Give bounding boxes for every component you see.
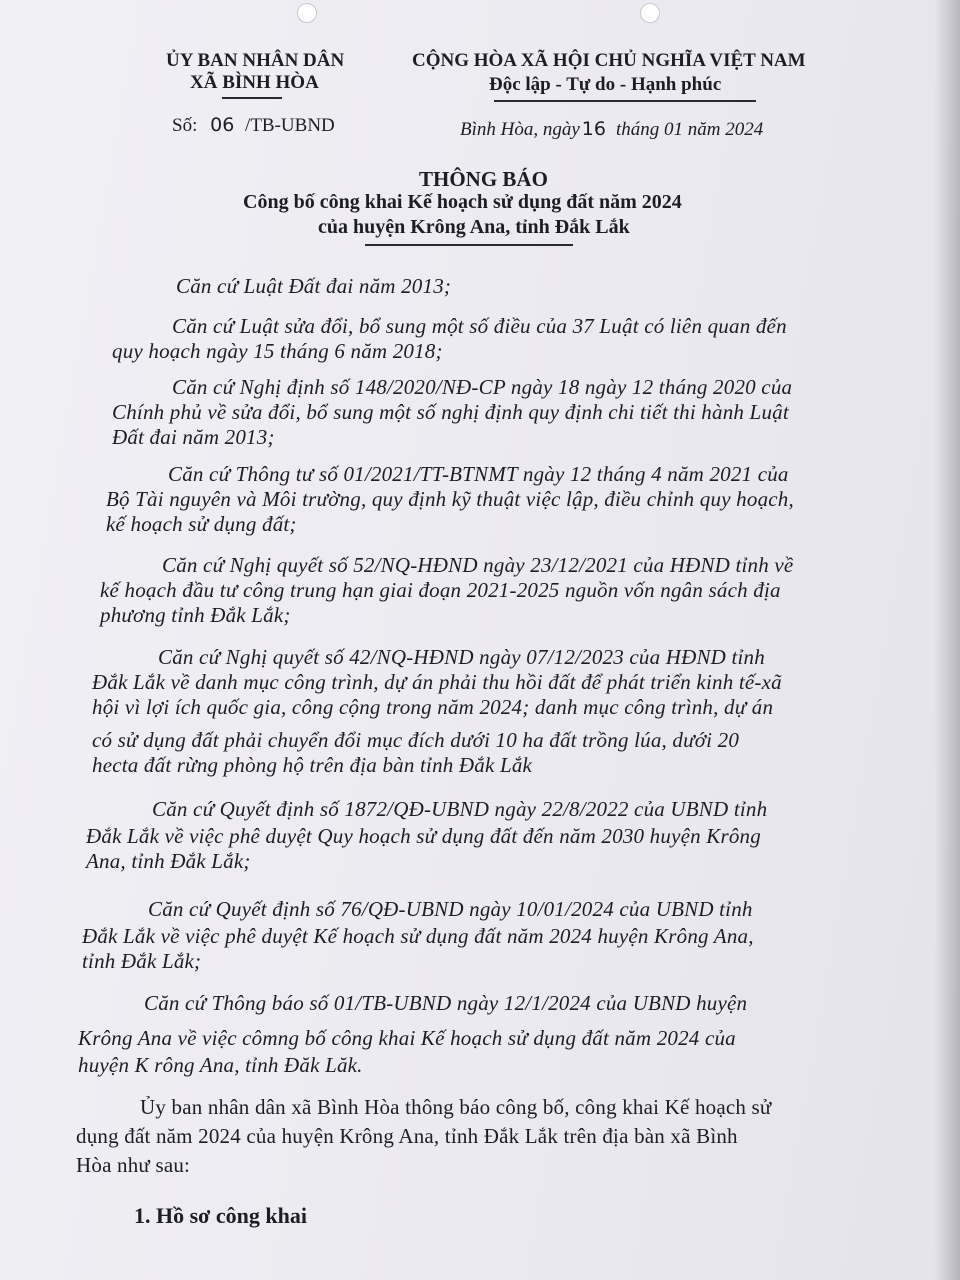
body-line: Căn cứ Luật Đất đai năm 2013; [176,274,452,298]
body-line: Căn cứ Nghị định số 148/2020/NĐ-CP ngày 18 ngày 12 tháng 2020 của [172,375,793,399]
body-line: hội vì lợi ích quốc gia, công cộng trong năm 2024; danh mục công trình, dự án [92,695,774,719]
closing-line: Hòa như sau: [76,1153,191,1177]
handwritten-day: 16 [581,118,606,140]
national-motto: Độc lập - Tự do - Hạnh phúc [489,74,722,95]
document-date: Bình Hòa, ngày 16 tháng 01 năm 2024 [460,118,764,140]
body-line: Bộ Tài nguyên và Môi trường, quy định kỹ thuật việc lập, điều chỉnh quy hoạch, [106,487,794,511]
body-line: tỉnh Đắk Lắk; [82,949,202,973]
punch-hole-2 [640,3,660,23]
body-line: Căn cứ Nghị quyết số 42/NQ-HĐND ngày 07/12/2023 của HĐND tỉnh [158,645,765,669]
body-line: Đắk Lắk về việc phê duyệt Quy hoạch sử dụng đất đến năm 2030 huyện Krông [86,824,761,848]
commune-name: XÃ BÌNH HÒA [190,72,319,93]
body-line: huyện K rông Ana, tỉnh Đăk Lăk. [78,1053,363,1077]
body-line: phương tỉnh Đắk Lắk; [100,603,291,627]
body-line: quy hoạch ngày 15 tháng 6 năm 2018; [112,339,443,363]
body-line: Căn cứ Nghị quyết số 52/NQ-HĐND ngày 23/12/2021 của HĐND tỉnh về [162,553,794,577]
notice-title: THÔNG BÁO [419,167,548,191]
closing-line: dụng đất năm 2024 của huyện Krông Ana, tỉnh Đắk Lắk trên địa bàn xã Bình [76,1124,738,1148]
body-line: hecta đất rừng phòng hộ trên địa bàn tỉnh Đắk Lắk [92,753,533,777]
notice-subject-line2: của huyện Krông Ana, tỉnh Đắk Lắk [318,216,630,238]
section-heading: 1. Hồ sơ công khai [134,1203,307,1228]
body-line: Đắk Lắk về việc phê duyệt Kế hoạch sử dụng đất năm 2024 huyện Krông Ana, [82,924,754,948]
agency-name: ỦY BAN NHÂN DÂN [166,50,345,71]
body-line: Căn cứ Quyết định số 1872/QĐ-UBND ngày 22/8/2022 của UBND tỉnh [152,797,768,821]
title-underline [365,244,573,246]
body-line: Ana, tỉnh Đắk Lắk; [86,849,251,873]
body-line: Căn cứ Luật sửa đổi, bổ sung một số điều của 37 Luật có liên quan đến [172,314,787,338]
body-line: có sử dụng đất phải chuyển đổi mục đích dưới 10 ha đất trồng lúa, dưới 20 [92,728,740,752]
body-line: Đắk Lắk về danh mục công trình, dự án phải thu hồi đất để phát triển kinh tế-xã [92,670,782,694]
motto-underline [494,100,756,102]
body-line: Căn cứ Quyết định số 76/QĐ-UBND ngày 10/01/2024 của UBND tỉnh [148,897,753,921]
body-line: kế hoạch sử dụng đất; [106,512,297,536]
body-line: Căn cứ Thông tư số 01/2021/TT-BTNMT ngày 12 tháng 4 năm 2021 của [168,462,789,486]
document-number: Số: 06 /TB-UBND [172,114,335,136]
page-edge-shadow [934,0,960,1280]
body-line: Chính phủ về sửa đổi, bổ sung một số nghị định quy định chi tiết thi hành Luật [112,400,789,424]
commune-underline [222,97,282,99]
handwritten-number: 06 [210,114,235,136]
punch-hole-1 [297,3,317,23]
closing-line: Ủy ban nhân dân xã Bình Hòa thông báo công bố, công khai Kế hoạch sử [140,1095,772,1119]
notice-subject-line1: Công bố công khai Kế hoạch sử dụng đất năm 2024 [243,191,682,213]
body-line: Krông Ana về việc cômng bố công khai Kế hoạch sử dụng đất năm 2024 của [78,1026,736,1050]
body-line: kế hoạch đầu tư công trung hạn giai đoạn 2021-2025 nguồn vốn ngân sách địa [100,578,781,602]
body-line: Đất đai năm 2013; [112,425,275,449]
body-line: Căn cứ Thông báo số 01/TB-UBND ngày 12/1/2024 của UBND huyện [144,991,748,1015]
national-title: CỘNG HÒA XÃ HỘI CHỦ NGHĨA VIỆT NAM [412,50,806,71]
